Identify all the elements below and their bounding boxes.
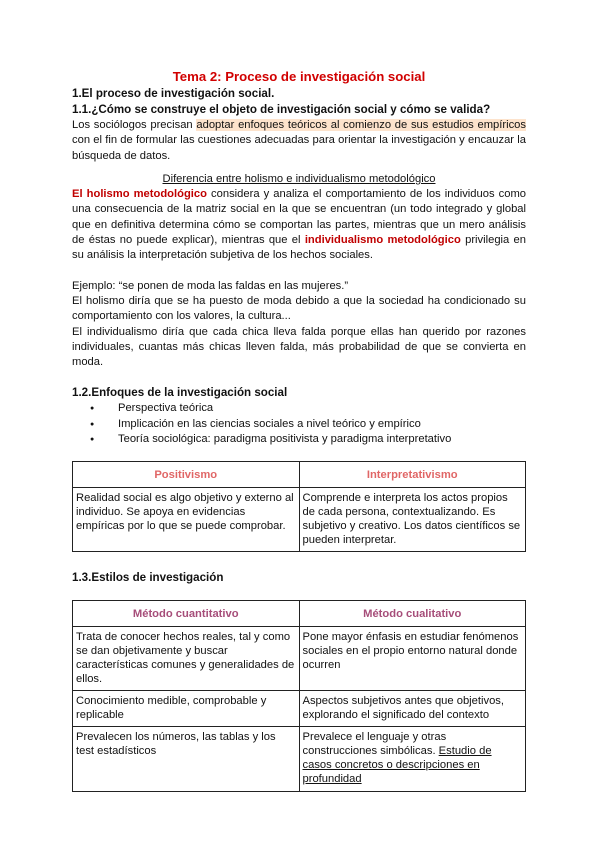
section-heading-1-3: 1.3.Estilos de investigación: [72, 571, 224, 585]
difference-text: considera y analiza el comportamiento de los individuos como una consecuencia de la matriz social en la que se encuentran (un todo integrado y global que en definitiva determina cómo se comportan las partes, mientras que un mero análisis de éstas no puede explicar), mientras que el: [72, 188, 526, 247]
table-cell: Pone mayor énfasis en estudiar fenómenos sociales en el propio entorno natural donde ocurren: [299, 627, 526, 691]
header-positivismo: Positivismo: [73, 462, 300, 488]
highlighted-text: adoptar enfoques teóricos al comienzo de sus estudios empíricos: [196, 119, 526, 131]
table-cell: Prevalecen los números, las tablas y los test estadísticos: [73, 727, 300, 792]
difference-heading: Diferencia entre holismo e individualismo metodológico: [162, 172, 436, 185]
document-page: [72, 68, 526, 792]
table-cell: Realidad social es algo objetivo y externo al individuo. Se apoya en evidencias empíricas por lo que se puede comprobar.: [73, 488, 300, 552]
table-cell: Aspectos subjetivos antes que objetivos, explorando el significado del contexto: [299, 691, 526, 727]
table-row: [73, 727, 526, 792]
table-cell: Comprende e interpreta los actos propios de cada persona, contextualizando. Es subjetivo y creativo. Los datos científicos se pueden interpretar.: [299, 488, 526, 552]
header-cualitativo: Método cualitativo: [299, 601, 526, 627]
spacer: [72, 447, 526, 461]
table-header-row: [73, 462, 526, 488]
intro-text: Los sociólogos precisan: [72, 119, 197, 131]
term-holismo: El holismo metodológico: [72, 188, 207, 201]
table-cell: Trata de conocer hechos reales, tal y como se dan objetivamente y buscar características comunes y generalidades de ellos.: [73, 627, 300, 691]
methods-table: [72, 600, 526, 792]
document-title: Tema 2: Proceso de investigación social: [172, 69, 426, 84]
example-line: Ejemplo: “se ponen de moda las faldas en las mujeres.”: [72, 279, 349, 292]
cell-text: Prevalece el lenguaje y otras construcciones simbólicas.: [302, 731, 447, 758]
example-holismo: El holismo diría que se ha puesto de moda debido a que la sociedad ha condicionado su comportamiento con los valores, la cultura...: [72, 294, 526, 323]
subsection-heading-1-1: 1.1.¿Cómo se construye el objeto de investigación social y cómo se valida?: [72, 103, 491, 116]
underlined-text: Estudio de casos concretos o descripciones en profundidad: [302, 745, 492, 786]
term-individualismo: individualismo metodológico: [304, 234, 461, 247]
section-heading-1: 1.El proceso de investigación social.: [72, 87, 275, 100]
paradigms-table: [72, 461, 526, 552]
example-individualismo: El individualismo diría que cada chica lleva falda porque ellas han querido por razones individuales, cuantas más chicas lleven falda, más probabilidad de que se convierta en moda.: [72, 325, 526, 369]
table-row: [73, 488, 526, 552]
header-interpretativismo: Interpretativismo: [299, 462, 526, 488]
spacer: [72, 586, 526, 600]
spacer: [72, 370, 526, 385]
spacer: [72, 552, 526, 570]
table-cell: Conocimiento medible, comprobable y replicable: [73, 691, 300, 727]
intro-paragraph: [72, 118, 526, 164]
difference-paragraph: [72, 187, 526, 263]
intro-text-continued: con el fin de formular las cuestiones adecuadas para orientar la investigación y encauzar la búsqueda de datos.: [72, 134, 526, 162]
approaches-list: [72, 401, 526, 447]
list-item: ● Teoría sociológica: paradigma positivista y paradigma interpretativo: [106, 432, 526, 447]
table-header-row: [73, 601, 526, 627]
header-cuantitativo: Método cuantitativo: [73, 601, 300, 627]
table-cell: [299, 727, 526, 792]
list-item: ● Perspectiva teórica: [106, 401, 526, 416]
spacer: [72, 264, 526, 279]
table-row: [73, 627, 526, 691]
list-item: ● Implicación en las ciencias sociales a nivel teórico y empírico: [106, 417, 526, 432]
difference-text-continued: privilegia en su análisis la interpretación subjetiva de los hechos sociales.: [72, 234, 526, 262]
table-row: [73, 691, 526, 727]
section-heading-1-2: 1.2.Enfoques de la investigación social: [72, 386, 288, 400]
